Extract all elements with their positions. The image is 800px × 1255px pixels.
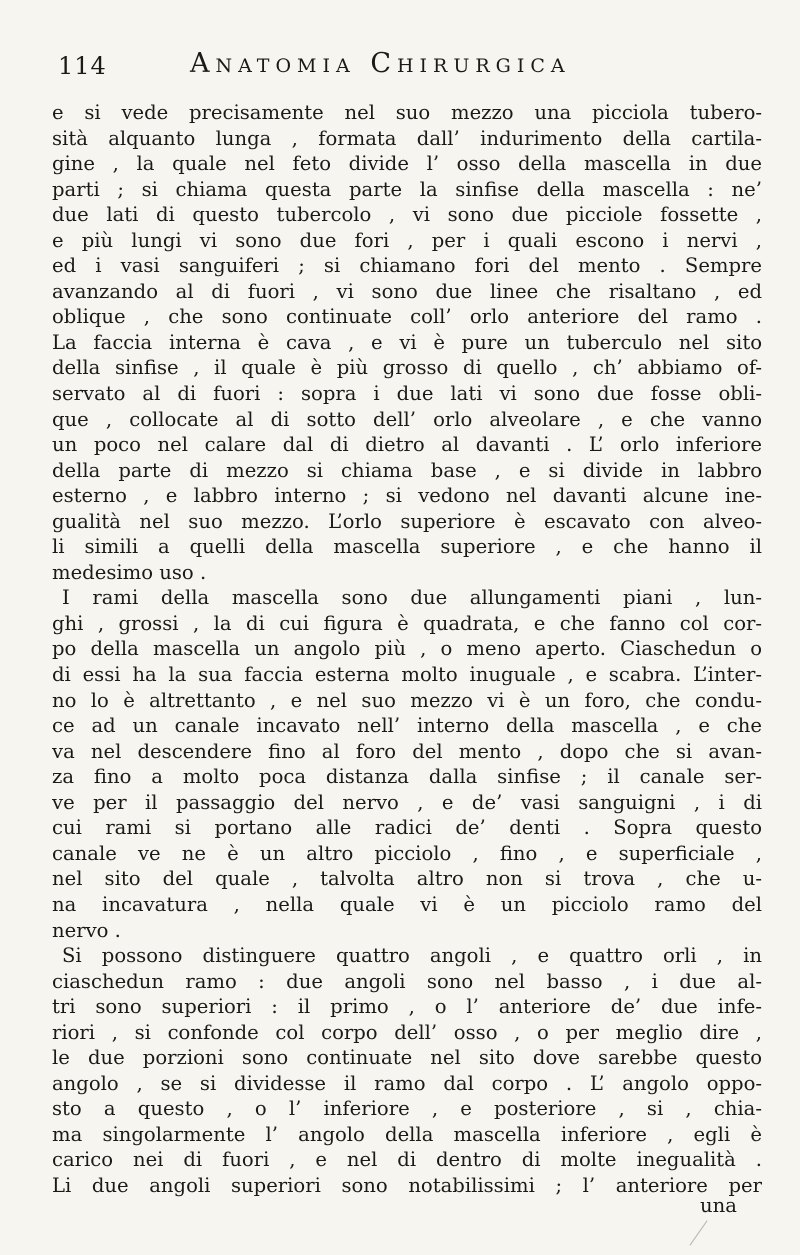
text-line: ma singolarmente l’ angolo della mascella inferiore , egli è [52,1122,762,1146]
text-line: po della mascella un angolo più , o meno aperto. Ciaschedun o [52,637,762,661]
pencil-mark [689,1220,707,1245]
text-line: ciaschedun ramo : due angoli sono nel basso , i due al- [52,969,762,993]
text-line: za fino a molto poca distanza dalla sinfise ; il canale ser- [52,765,762,789]
text-line: na incavatura , nella quale vi è un picciolo ramo del [52,892,762,916]
text-line: ghi , grossi , la di cui figura è quadrata, e che fanno col cor- [52,611,762,635]
text-line: oblique , che sono continuate coll’ orlo anteriore del ramo . [52,305,762,329]
text-line: va nel descendere fino al foro del mento , dopo che si avan- [52,739,762,763]
catchword: una [700,1194,737,1217]
text-line: della sinfise , il quale è più grosso di quello , ch’ abbiamo of- [52,356,762,380]
text-line: di essi ha la sua faccia esterna molto inuguale , e scabra. L’inter- [52,663,762,687]
text-line: nel sito del quale , talvolta altro non si trova , che u- [52,867,762,891]
text-line: servato al di fuori : sopra i due lati vi sono due fosse obli- [52,382,762,406]
running-title: Anatomia Chirurgica [190,48,571,79]
text-line: le due porzioni sono continuate nel sito dove sarebbe questo [52,1046,762,1070]
page-number: 114 [58,52,107,80]
text-line: nervo . [52,918,121,942]
text-line: esterno , e labbro interno ; si vedono nel davanti alcune ine- [52,484,762,508]
text-line: ed i vasi sanguiferi ; si chiamano fori del mento . Sempre [52,254,762,278]
text-line: cui rami si portano alle radici de’ denti . Sopra questo [52,816,762,840]
text-line: tri sono superiori : il primo , o l’ anteriore de’ due infe- [52,995,762,1019]
text-line: ce ad un canale incavato nell’ interno della mascella , e che [52,714,762,738]
text-line: un poco nel calare dal di dietro al davanti . L’ orlo inferiore [52,433,762,457]
text-line: e più lungi vi sono due fori , per i quali escono i nervi , [52,228,762,252]
body-text [52,100,762,1199]
text-line: avanzando al di fuori , vi sono due linee che risaltano , ed [52,279,762,303]
text-line: Li due angoli superiori sono notabilissimi ; l’ anteriore per [52,1173,762,1197]
text-line: Si possono distinguere quattro angoli , e quattro orli , in [62,944,762,968]
text-line: que , collocate al di sotto dell’ orlo alveolare , e che vanno [52,407,762,431]
text-line: carico nei di fuori , e nel di dentro di molte inegualità . [52,1148,762,1172]
text-line: I rami della mascella sono due allungamenti piani , lun- [62,586,762,610]
page-header [0,48,800,92]
text-line: medesimo uso . [52,560,207,584]
text-line: della parte di mezzo si chiama base , e si divide in labbro [52,458,762,482]
text-line: sità alquanto lunga , formata dall’ indurimento della cartila- [52,126,762,150]
text-line: gualità nel suo mezzo. L’orlo superiore è escavato con alveo- [52,509,762,533]
text-line: gine , la quale nel feto divide l’ osso della mascella in due [52,152,762,176]
text-line: ve per il passaggio del nervo , e de’ vasi sanguigni , i di [52,790,762,814]
text-line: due lati di questo tubercolo , vi sono due picciole fossette , [52,203,762,227]
text-line: parti ; si chiama questa parte la sinfise della mascella : ne’ [52,177,762,201]
text-line: e si vede precisamente nel suo mezzo una picciola tubero- [52,101,762,124]
text-line: sto a questo , o l’ inferiore , e posteriore , si , chia- [52,1097,762,1121]
text-line: angolo , se si dividesse il ramo dal corpo . L’ angolo oppo- [52,1071,762,1095]
text-line: li simili a quelli della mascella superiore , e che hanno il [52,535,762,559]
text-line: La faccia interna è cava , e vi è pure un tuberculo nel sito [52,330,762,354]
text-line: riori , si confonde col corpo dell’ osso , o per meglio dire , [52,1020,762,1044]
text-line: no lo è altrettanto , e nel suo mezzo vi è un foro, che condu- [52,688,762,712]
text-line: canale ve ne è un altro picciolo , fino , e superficiale , [52,841,762,865]
